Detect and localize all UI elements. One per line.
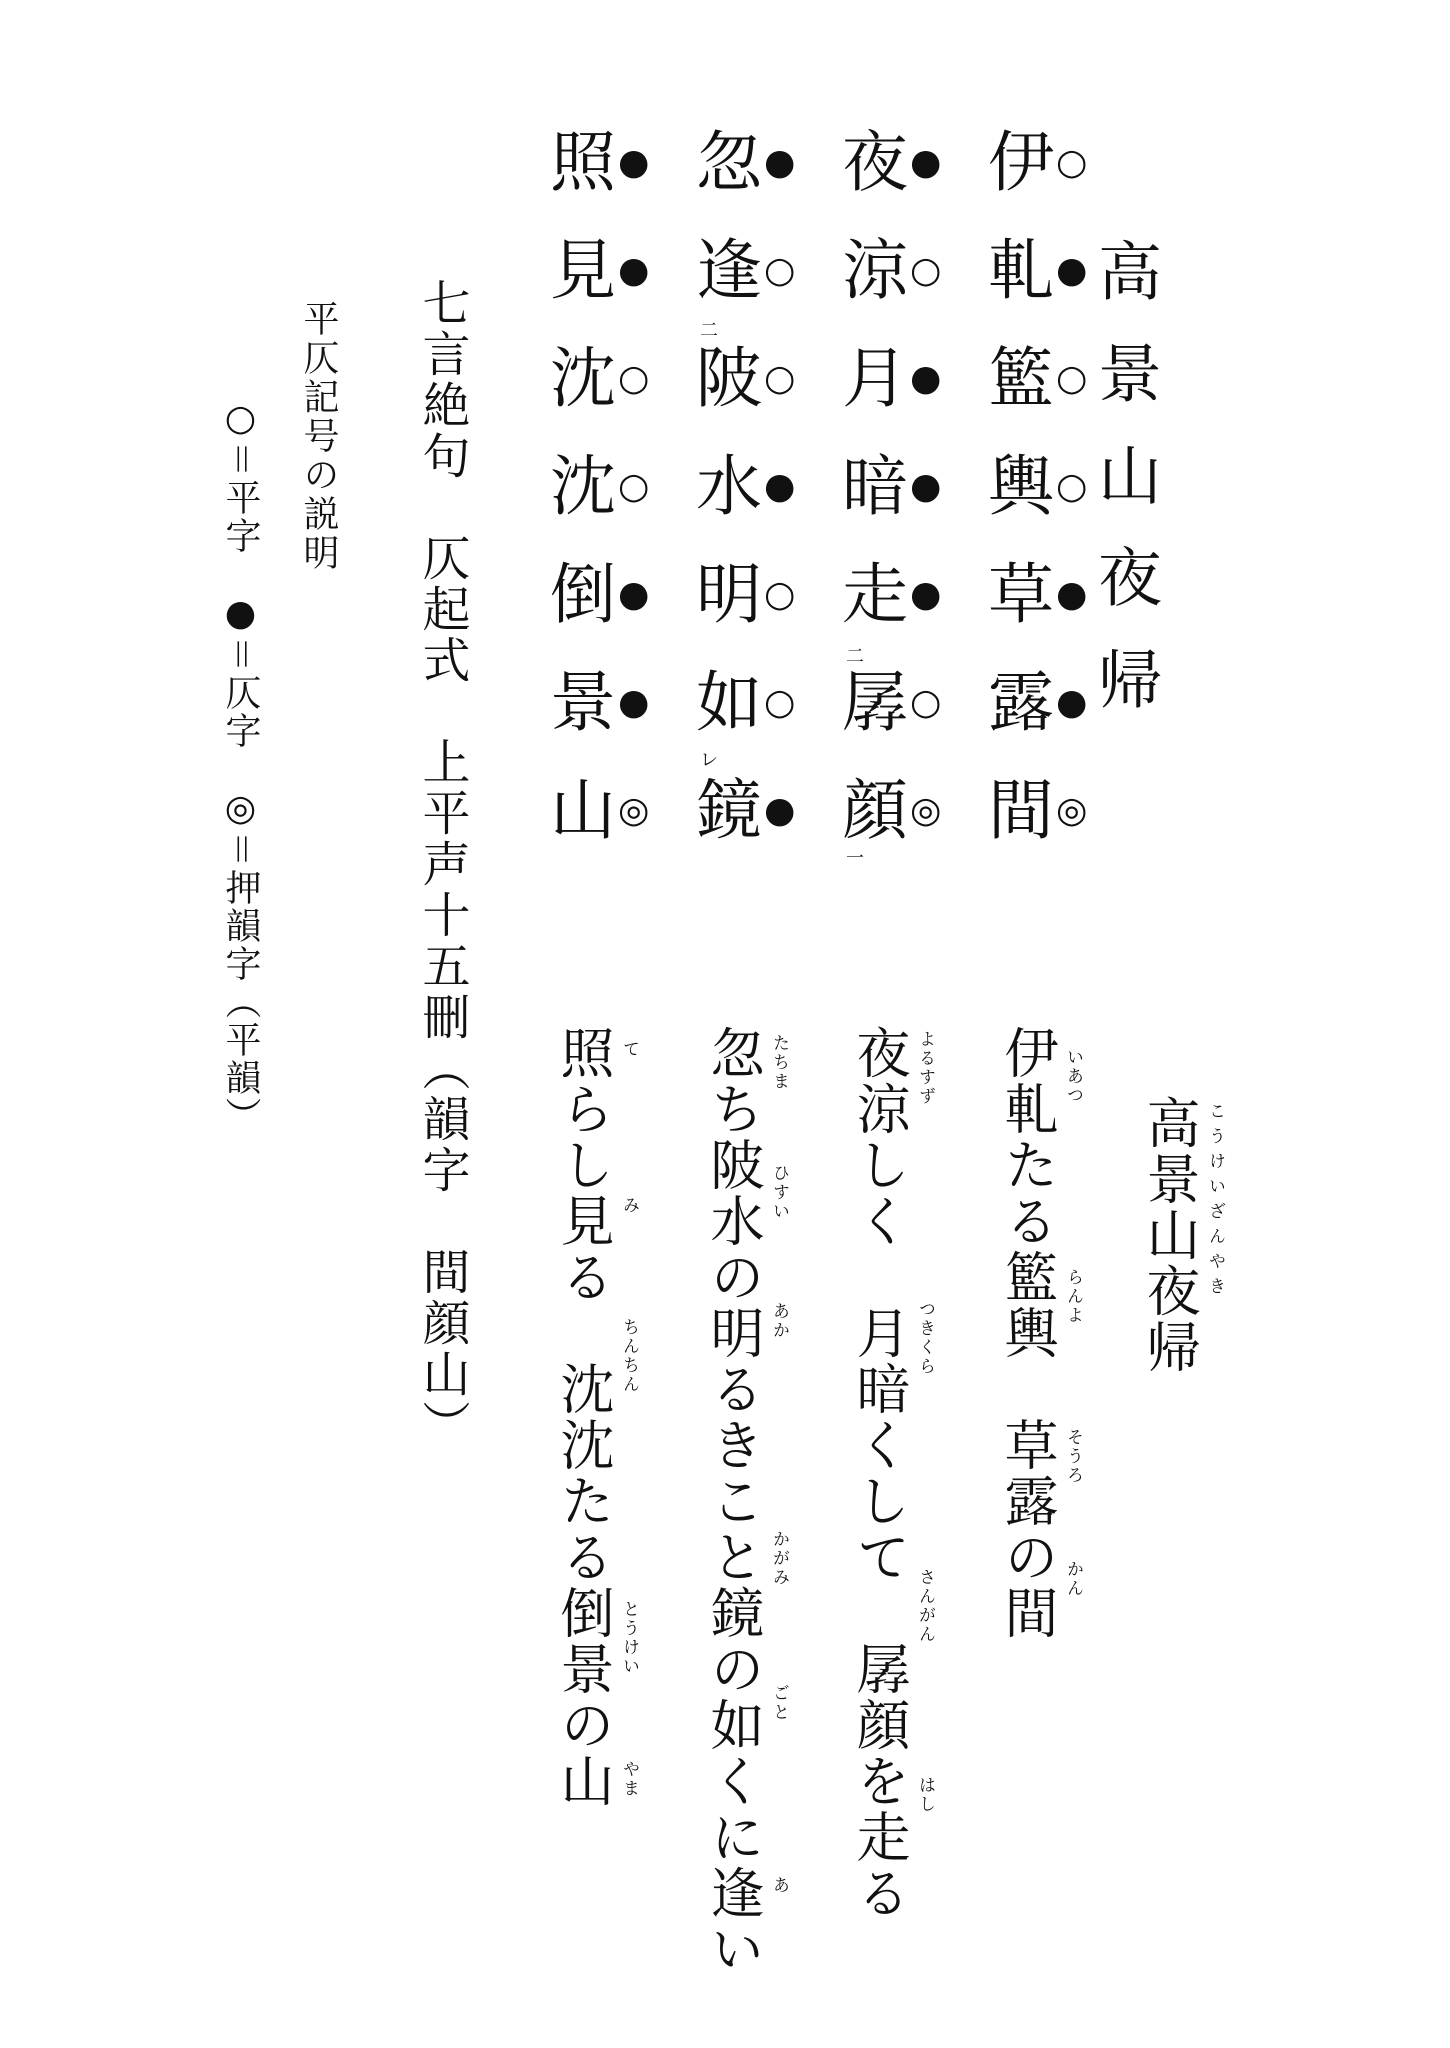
poem-character: 忽 <box>696 124 762 201</box>
poem-character-cell <box>986 448 1096 525</box>
ruby: かがみ <box>769 1530 789 1587</box>
poem-character: 伊 <box>988 124 1054 201</box>
ruby: いあつ <box>1063 1048 1083 1105</box>
poem-character: 倒 <box>550 556 616 633</box>
oblique-tone-mark: ● <box>618 250 650 291</box>
poem-character: 月 <box>842 340 908 417</box>
legend-title: 平仄記号の説明 <box>298 300 339 573</box>
oblique-tone-mark: ● <box>764 142 796 183</box>
poem-character-cell <box>694 556 804 633</box>
poem-character: 鏡 <box>696 772 762 849</box>
oblique-tone-mark: ● <box>910 142 942 183</box>
poem-character-cell <box>548 556 658 633</box>
poem-character: 輿 <box>988 448 1054 525</box>
poem-character-cell <box>548 124 658 201</box>
ruby: み <box>619 1196 639 1215</box>
poem-character-cell <box>548 664 658 741</box>
poem-character-cell <box>986 340 1096 417</box>
ruby: あか <box>769 1302 789 1340</box>
ruby: つきくら <box>915 1300 935 1376</box>
oblique-tone-mark: ● <box>618 574 650 615</box>
oblique-tone-mark: ● <box>910 358 942 399</box>
poem-character: 涼 <box>842 232 908 309</box>
reading-line-4: 照らし見る 沈沈たる倒景の山 <box>552 1025 615 1809</box>
poem-character: 沈 <box>550 340 616 417</box>
level-tone-mark: ○ <box>1056 142 1088 183</box>
rhyme-mark: ◎ <box>910 790 942 831</box>
poem-character-cell <box>840 124 950 201</box>
kaeriten-ni: 二 <box>846 646 864 667</box>
reading-line-3: 忽ち陂水の明るきこと鏡の如くに逢い <box>702 1025 765 1977</box>
poem-character-cell <box>548 340 658 417</box>
level-tone-mark: ○ <box>910 250 942 291</box>
poem-character: 籃 <box>988 340 1054 417</box>
poem-character-cell <box>548 448 658 525</box>
oblique-tone-mark: ● <box>1056 682 1088 723</box>
ruby: あ <box>769 1876 789 1895</box>
poem-character-cell <box>840 556 950 633</box>
poem-character-cell <box>986 232 1096 309</box>
poem-character-cell <box>986 124 1096 201</box>
ruby: ごと <box>769 1684 789 1722</box>
poem-character-cell <box>548 772 658 849</box>
oblique-tone-mark: ● <box>1056 574 1088 615</box>
oblique-tone-mark: ● <box>618 142 650 183</box>
rhyme-mark: ◎ <box>618 790 650 831</box>
poem-character: 草 <box>988 556 1054 633</box>
poem-character: 軋 <box>988 232 1054 309</box>
oblique-tone-mark: ● <box>1056 250 1088 291</box>
kaeriten-ni: 二 <box>700 320 718 341</box>
level-tone-mark: ○ <box>618 358 650 399</box>
poem-character: 景 <box>550 664 616 741</box>
oblique-tone-mark: ● <box>764 790 796 831</box>
oblique-tone-mark: ● <box>910 466 942 507</box>
poem-character-cell <box>840 340 950 417</box>
poem-character-cell <box>840 772 950 849</box>
level-tone-mark: ○ <box>764 574 796 615</box>
poem-character: 照 <box>550 124 616 201</box>
poem-character-cell <box>840 232 950 309</box>
ruby: かん <box>1063 1560 1083 1598</box>
poem-character-cell <box>548 232 658 309</box>
poem-character-cell <box>694 664 804 741</box>
poem-character-cell <box>694 340 804 417</box>
ruby: そうろ <box>1063 1428 1083 1485</box>
poem-character-cell <box>986 772 1096 849</box>
poem-character-cell <box>694 232 804 309</box>
poem-character-cell <box>840 448 950 525</box>
legend-items: ○＝平字 ●＝仄字 ◎＝押韻字（平韻） <box>220 398 261 1136</box>
ruby: て <box>619 1040 639 1059</box>
poem-character: 露 <box>988 664 1054 741</box>
poem-character: 見 <box>550 232 616 309</box>
level-tone-mark: ○ <box>764 682 796 723</box>
ruby: やま <box>619 1760 639 1798</box>
poem-character: 夜 <box>842 124 908 201</box>
poem-character: 陂 <box>696 340 762 417</box>
reading-line-1: 伊軋たる籃輿 草露の間 <box>996 1025 1059 1641</box>
level-tone-mark: ○ <box>764 250 796 291</box>
level-tone-mark: ○ <box>910 682 942 723</box>
ruby: らんよ <box>1063 1268 1083 1325</box>
kaeriten-re: レ <box>700 750 718 771</box>
poem-character: 間 <box>988 772 1054 849</box>
poem-character: 逢 <box>696 232 762 309</box>
level-tone-mark: ○ <box>1056 358 1088 399</box>
reading-title: 高景山夜帰 <box>1138 1095 1201 1375</box>
poem-character-cell <box>986 664 1096 741</box>
oblique-tone-mark: ● <box>910 574 942 615</box>
kaeriten-ichi: 一 <box>846 848 864 869</box>
ruby: はし <box>915 1776 935 1814</box>
level-tone-mark: ○ <box>764 358 796 399</box>
oblique-tone-mark: ● <box>618 682 650 723</box>
ruby: ひすい <box>769 1164 789 1221</box>
poem-character-cell <box>694 772 804 849</box>
reading-title-ruby: こうけいざんやき <box>1205 1102 1225 1302</box>
poem-character: 水 <box>696 448 762 525</box>
ruby: とうけい <box>619 1600 639 1676</box>
poem-form-description: 七言絶句 仄起式 上平声十五刪（韻字 間顔山） <box>414 278 470 1451</box>
poem-title: 高景山夜帰 <box>1087 238 1161 748</box>
poem-character-cell <box>986 556 1096 633</box>
ruby: ちんちん <box>619 1318 639 1394</box>
poem-character: 山 <box>550 772 616 849</box>
poem-character: 暗 <box>842 448 908 525</box>
ruby: よるすず <box>915 1030 935 1106</box>
ruby: さんがん <box>915 1568 935 1644</box>
level-tone-mark: ○ <box>1056 466 1088 507</box>
poem-character: 孱 <box>842 664 908 741</box>
ruby: たちま <box>769 1034 789 1091</box>
reading-line-2: 夜涼しく 月暗くして 孱顔を走る <box>848 1025 911 1921</box>
poem-character: 沈 <box>550 448 616 525</box>
level-tone-mark: ○ <box>618 466 650 507</box>
oblique-tone-mark: ● <box>764 466 796 507</box>
poem-character-cell <box>840 664 950 741</box>
rhyme-mark: ◎ <box>1056 790 1088 831</box>
poem-character: 走 <box>842 556 908 633</box>
poem-character: 如 <box>696 664 762 741</box>
poem-character: 明 <box>696 556 762 633</box>
poem-character-cell <box>694 448 804 525</box>
poem-character-cell <box>694 124 804 201</box>
poem-character: 顔 <box>842 772 908 849</box>
